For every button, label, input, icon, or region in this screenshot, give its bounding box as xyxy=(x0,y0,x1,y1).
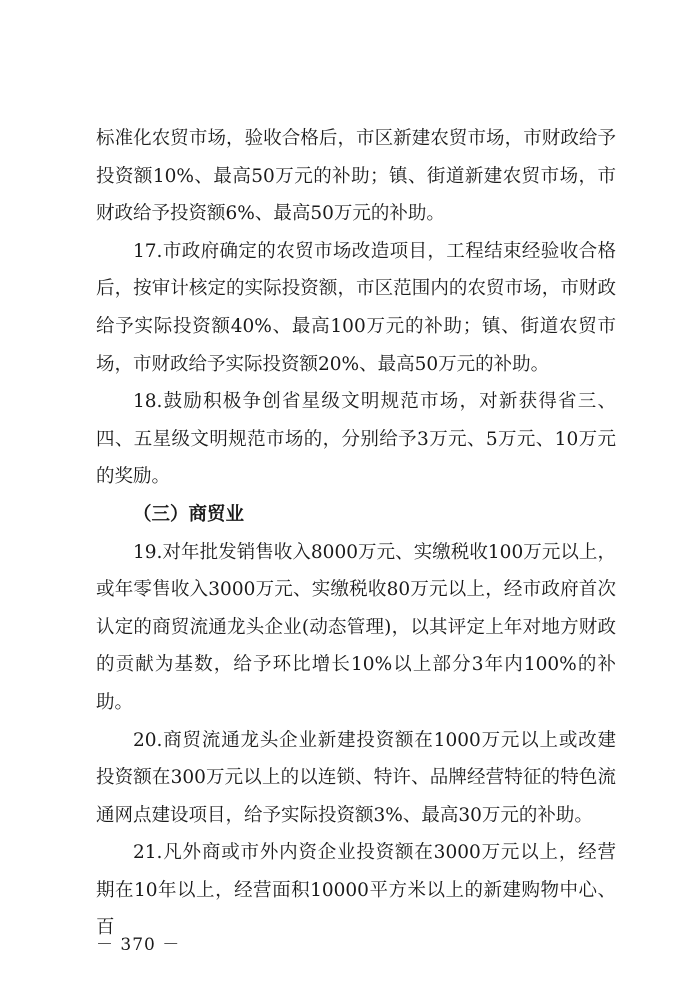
page-number: － 370 － xyxy=(96,935,181,955)
section-heading: （三）商贸业 xyxy=(133,503,245,525)
paragraph-continuation: 标准化农贸市场，验收合格后，市区新建农贸市场，市财政给予投资额10%、最高50万元的补助；镇、街道新建农贸市场，市财政给予投资额6%、最高50万元的补助。 xyxy=(96,128,616,225)
paragraph-item-18: 18.鼓励积极争创省星级文明规范市场，对新获得省三、四、五星级文明规范市场的，分别给予3万元、5万元、10万元的奖励。 xyxy=(96,391,616,488)
document-body xyxy=(96,120,616,947)
paragraph-item-20: 20.商贸流通龙头企业新建投资额在1000万元以上或改建投资额在300万元以上的以连锁、特许、品牌经营特征的特色流通网点建设项目，给予实际投资额3%、最高30万元的补助。 xyxy=(96,729,616,826)
paragraph-item-17: 17.市政府确定的农贸市场改造项目，工程结束经验收合格后，按审计核定的实际投资额，市区范围内的农贸市场，市财政给予实际投资额40%、最高100万元的补助；镇、街道农贸市场，市财政给予实际投资额20%、最高50万元的补助。 xyxy=(96,240,616,375)
paragraph-item-21: 21.凡外商或市外内资企业投资额在3000万元以上，经营期在10年以上，经营面积10000平方米以上的新建购物中心、百 xyxy=(96,842,616,939)
paragraph-item-19: 19.对年批发销售收入8000万元、实缴税收100万元以上，或年零售收入3000万元、实缴税收80万元以上，经市政府首次认定的商贸流通龙头企业(动态管理)，以其评定上年对地方财政的贡献为基数，给予环比增长10%以上部分3年内100%的补助。 xyxy=(96,541,616,713)
